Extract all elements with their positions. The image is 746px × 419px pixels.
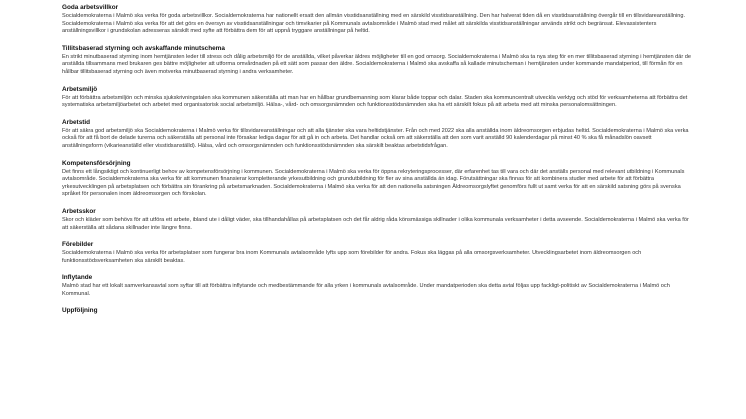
section-heading: Arbetsmiljö bbox=[62, 85, 98, 93]
section-arbetsmiljo bbox=[62, 86, 692, 110]
section-body: Skor och kläder som behövs för att utföra ett arbete, ibland ute i dåligt väder, ska tillhandahållas på arbetsplatsen och det får aldrig råda könsmässiga skillnader i olika kommunala verksamheter i detta avseende. Socialdemokraterna i Malmö ska verka för att säkerställa att sådana skillnader inte längre finns. bbox=[62, 216, 689, 231]
section-forebilder bbox=[62, 241, 692, 265]
section-inflytande bbox=[62, 274, 692, 298]
section-arbetsskor bbox=[62, 208, 692, 232]
section-heading: Kompetensförsörjning bbox=[62, 159, 131, 167]
section-heading: Uppföljning bbox=[62, 307, 98, 315]
section-body: En strikt minutbaserad styrning inom hemtjänsten leder till stress och dålig arbetsmiljö för de anställda, vilket påverkar äldres möjligheter till en god omsorg. Socialdemokraterna i Malmö ska ta nya steg för en mer tillitsbaserad styrning i hemtjänsten där de anställda tillsammans med brukaren ges bättre möjligheter att utforma omvårdnaden på ett sätt som passar den äldre. Socialdemokraterna i Malmö ska avskaffa så kallade minutscheman i hemtjänsten under kommande mandatperiod, till förmån för en hållbar tillitsbaserad styrning och även motverka minutbaserad styrning i andra verksamheter. bbox=[62, 53, 691, 75]
section-arbetstid bbox=[62, 119, 692, 151]
section-body: Socialdemokraterna i Malmö ska verka för arbetsplatser som fungerar bra inom Kommunals avtalsområde lyfts upp som förebilder för andra. Fokus ska läggas på alla omsorgsverksamheter. Utvecklingsarbetet inom äldreomsorgen och funktionsstödsverksamheten ska särskilt beaktas. bbox=[62, 250, 642, 264]
section-kompetensforsorjning bbox=[62, 160, 692, 199]
section-tillitsbaserad-styrning bbox=[62, 45, 692, 77]
section-body: För att förbättra arbetsmiljön och minska sjukskrivningstalen ska kommunen säkerställa att man har en hållbar grundbemanning som klarar både toppar och dalar. Staden ska kommuncentralt utveckla verktyg och stöd för verksamheterna att förbättra det systematiska arbetsmiljöarbetet och arbetet med organisatorisk social arbetsmiljö. Hälsa-, vård- och omsorgsnämnden och funktionsstödsnämnden ska ha ett särskilt fokus på att arbeta med att minska personalomsättningen. bbox=[62, 94, 688, 109]
section-goda-arbetsvillkor bbox=[62, 4, 692, 36]
section-heading: Inflytande bbox=[62, 274, 93, 282]
section-heading: Arbetstid bbox=[62, 118, 91, 126]
section-heading: Förebilder bbox=[62, 241, 94, 249]
section-body: Socialdemokraterna i Malmö ska verka för goda arbetsvillkor. Socialdemokraterna har nationellt ersatt den allmän visstidsanställning med en särskild visstidsanställning. Den har halverat tiden då en visstidsanställning övergår till en tillsvidareanställning. Socialdemokraterna i Malmö ska verka för att det görs en översyn av visstidsanställningar och timvikarier på Kommunals avtalsområde i Malmö stad med målet att särskilda visstidsanställningar används strikt och begränsat. Elevassistenters anställningsvillkor i grundskolan adresseras särskilt med syfte att förbättra dem för att uppnå tryggare anställningar på heltid. bbox=[62, 13, 686, 35]
section-body: Det finns ett långsiktigt och kontinuerligt behov av kompetensförsörjning i kommunen. Socialdemokraterna i Malmö ska verka för öppna rekryteringsprocesser, där erfarenhet tas till vara och där det anställs personal med relevant utbildning i Kommunals avtalsområde. Socialdemokraterna ska verka för att kommunen finansierar kompletterande yrkesutbildning och grundutbildning för fler av sina anställda än idag. Förutsättningar ska finnas för att kombinera studier med arbete för att förbättra yrkesutvecklingen på arbetsplatsen och förbättra sin förankring på arbetsmarknaden. Socialdemokraterna i Malmö ska verka för att den nationella satsningen Äldreomsorgslyftet genomförs fullt ut samt verka för att en särskild satsning görs på svenska språket för personalen inom äldreomsorgen och förskolan. bbox=[62, 168, 685, 198]
section-body: Malmö stad har ett lokalt samverkansavtal som syftar till att förbättra inflytande och medbestämmande för alla yrken i kommunals avtalsområde. Under mandatperioden ska detta avtal följas upp fackligt-politiskt av Socialdemokraterna i Malmö och Kommunal. bbox=[62, 283, 670, 297]
section-body: För att säkra god arbetsmiljö ska Socialdemokraterna i Malmö verka för tillsvidareanställningar och att alla tjänster ska vara heltidstjänster. Från och med 2022 ska alla anställda inom äldreomsorgen erbjudas heltid. Socialdemokraterna i Malmö ska verka också för att få bort de delade turerna och säkerställa att personal inte försakar lediga dagar för att gå in och arbeta. Det handlar också om att säkerställa att den som varit anställd 90 kalenderdagar på minst 40 % ska få månadslön oavsett anställningsform (vikarieanställd eller visstidsanställd). Hälsa, vård och omsorgsnämnden och funktionsstödsnämnden ska särskilt beaktas arbetstidsfrågan. bbox=[62, 127, 689, 149]
section-heading: Arbetsskor bbox=[62, 207, 96, 215]
section-heading: Goda arbetsvillkor bbox=[62, 4, 119, 11]
document-page bbox=[62, 4, 692, 324]
section-heading: Tillitsbaserad styrning och avskaffande minutschema bbox=[62, 44, 225, 52]
section-uppfoljning bbox=[62, 307, 692, 315]
